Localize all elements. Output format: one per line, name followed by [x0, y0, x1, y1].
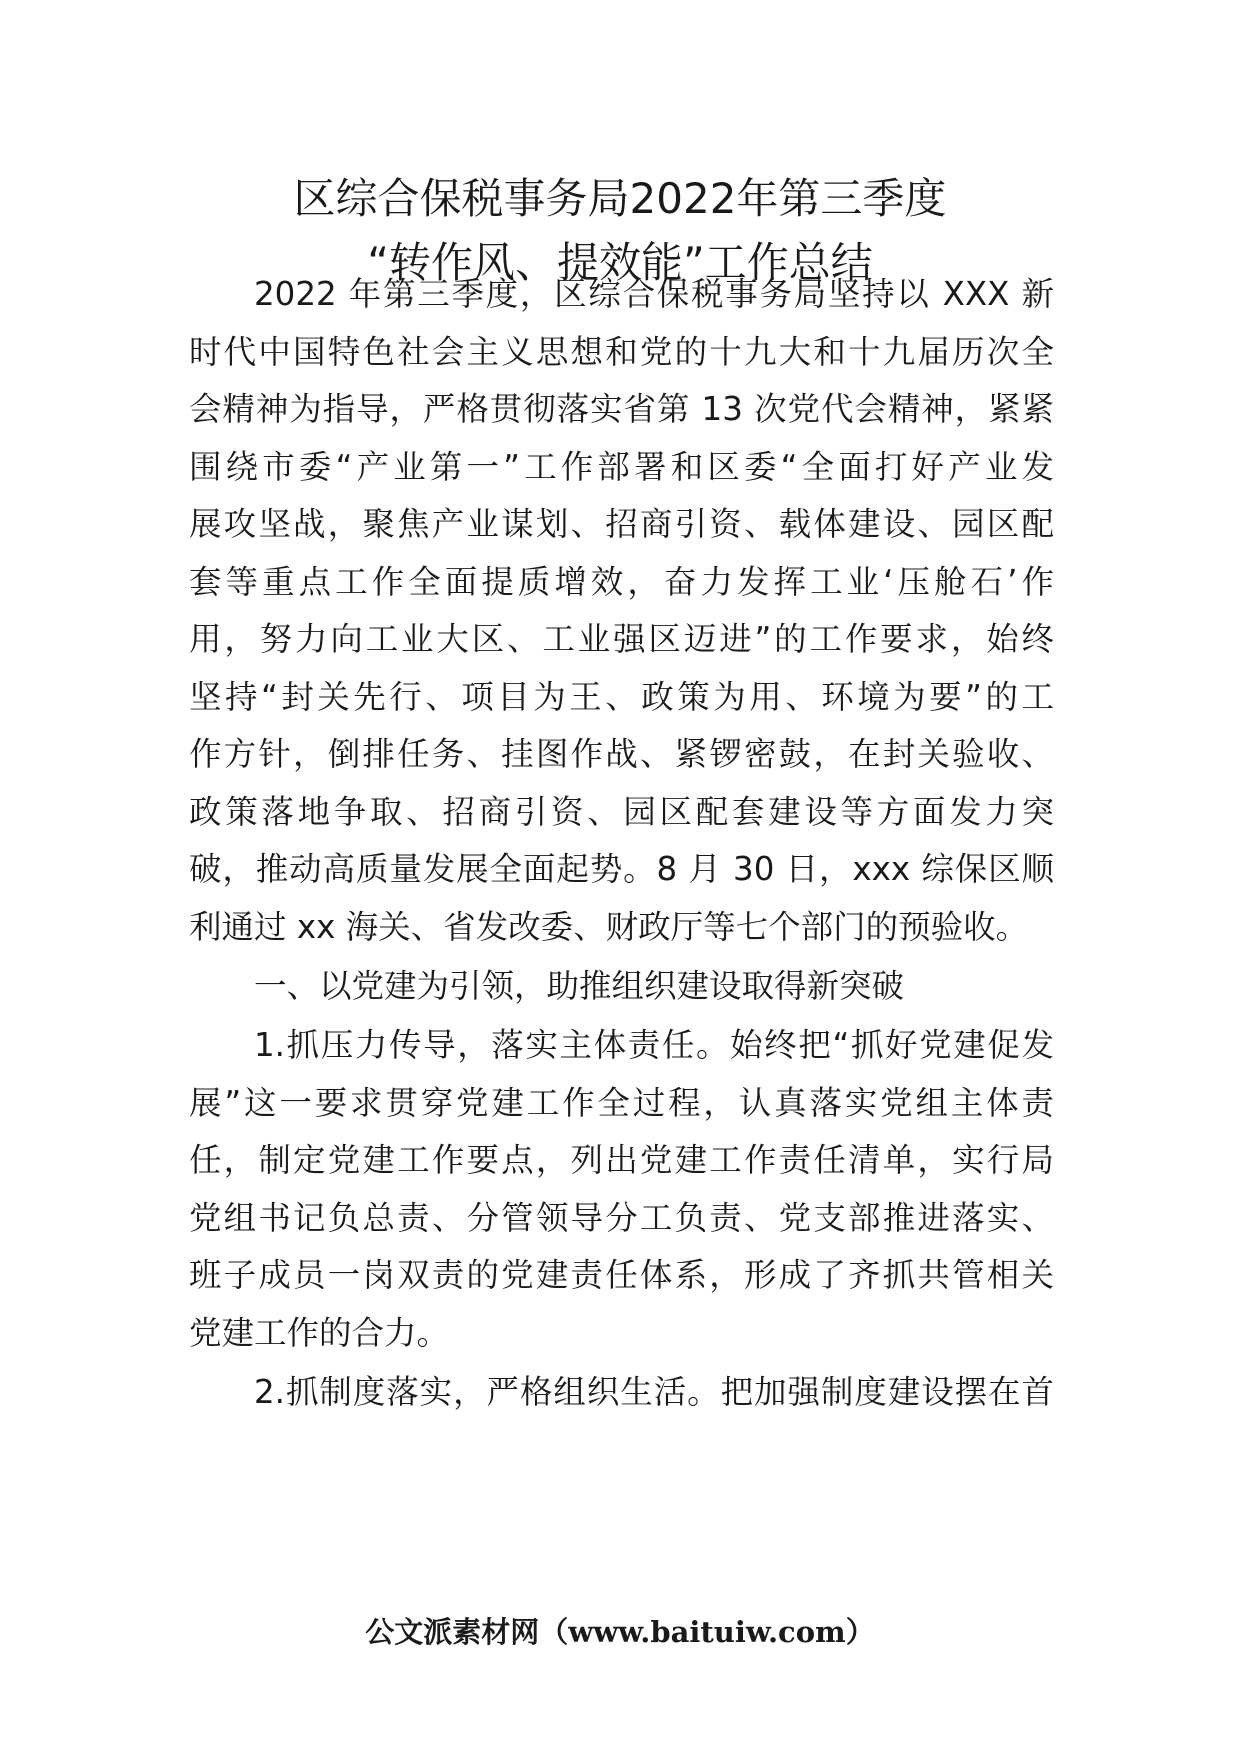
document-title-line-2: “转作风、提效能”工作总结: [367, 238, 873, 287]
intro-line: 展攻坚战，聚焦产业谋划、招商引资、载体建设、园区配: [189, 505, 1054, 543]
intro-line: 政策落地争取、招商引资、园区配套建设等方面发力突: [189, 793, 1054, 831]
paragraph-line: 党组书记负总责、分管领导分工负责、党支部推进落实、: [189, 1199, 1054, 1237]
intro-line: 破，推动高质量发展全面起势。8 月 30 日，xxx 综保区顺: [189, 850, 1054, 888]
paragraph-line: 展”这一要求贯穿党建工作全过程，认真落实党组主体责: [189, 1084, 1054, 1122]
intro-line: 坚持“封关先行、项目为王、政策为用、环境为要”的工: [189, 678, 1054, 716]
paragraph-line: 党建工作的合力。: [189, 1314, 450, 1352]
paragraph-line: 1.抓压力传导，落实主体责任。始终把“抓好党建促发: [254, 1026, 1054, 1064]
intro-line: 作方针，倒排任务、挂图作战、紧锣密鼓，在封关验收、: [189, 735, 1054, 773]
intro-line: 利通过 xx 海关、省发改委、财政厅等七个部门的预验收。: [189, 908, 1029, 946]
paragraph-line: 任，制定党建工作要点，列出党建工作责任清单，实行局: [189, 1141, 1054, 1179]
intro-line: 会精神为指导，严格贯彻落实省第 13 次党代会精神，紧紧: [189, 390, 1054, 428]
section-heading: 一、以党建为引领，助推组织建设取得新突破: [254, 967, 905, 1005]
intro-line: 2022 年第三季度，区综合保税事务局坚持以 XXX 新: [254, 275, 1054, 313]
intro-line: 用，努力向工业大区、工业强区迈进”的工作要求，始终: [189, 620, 1054, 658]
footer-watermark: 公文派素材网（www.baituiw.com）: [365, 1615, 875, 1649]
paragraph-line: 2.抓制度落实，严格组织生活。把加强制度建设摆在首: [254, 1373, 1054, 1411]
document-title-line-1: 区综合保税事务局2022年第三季度: [293, 174, 947, 223]
intro-line: 围绕市委“产业第一”工作部署和区委“全面打好产业发: [189, 448, 1054, 486]
intro-line: 套等重点工作全面提质增效，奋力发挥工业‘压舱石’作: [189, 563, 1054, 601]
intro-line: 时代中国特色社会主义思想和党的十九大和十九届历次全: [189, 333, 1054, 371]
paragraph-line: 班子成员一岗双责的党建责任体系，形成了齐抓共管相关: [189, 1256, 1054, 1294]
